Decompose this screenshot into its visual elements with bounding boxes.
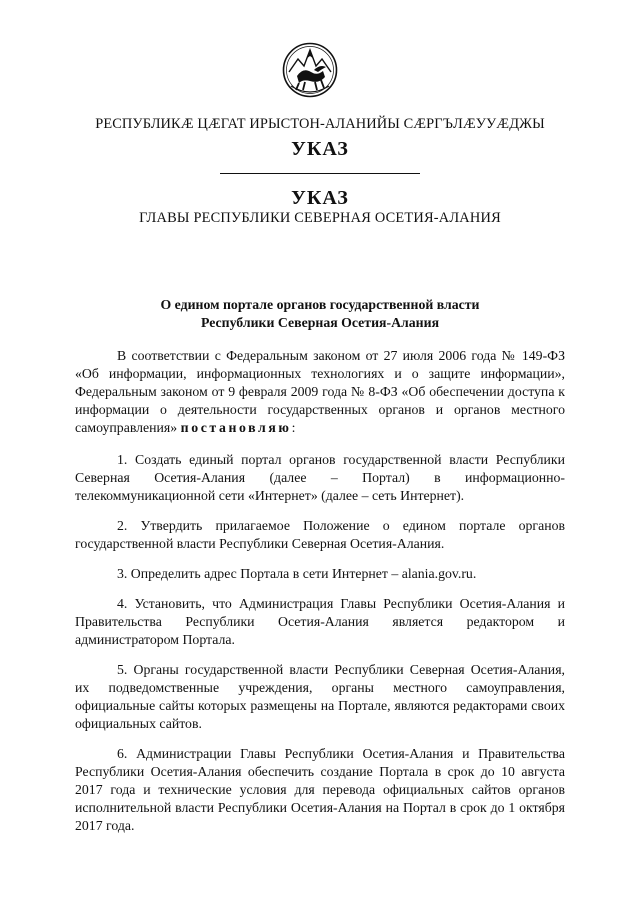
decree-subject xyxy=(0,296,640,332)
republic-emblem-icon xyxy=(281,42,339,98)
ossetian-header-title: РЕСПУБЛИКӔ ЦӔГАТ ИРЫСТОН-АЛАНИЙЫ СӔРГЪЛӔУУӔДЖЫ xyxy=(95,116,545,132)
decree-subject-line-1: О едином портале органов государственной власти xyxy=(160,297,480,312)
item-1: 1. Создать единый портал органов государственной власти Республики Северная Осетия-Алания (далее – Портал) в информационно-телекоммуникационной сети «Интернет» (далее – сеть Интернет). xyxy=(75,452,565,503)
russian-header-title: ГЛАВЫ РЕСПУБЛИКИ СЕВЕРНАЯ ОСЕТИЯ-АЛАНИЯ xyxy=(139,210,501,226)
item-4: 4. Установить, что Администрация Главы Республики Осетия-Алания и Правительства Республики Осетия-Алания является редактором и администратором Портала. xyxy=(75,596,565,647)
ukaz-heading-top: УКАЗ xyxy=(291,138,349,160)
decree-word: постановляю xyxy=(180,420,292,435)
ukaz-heading-main: УКАЗ xyxy=(291,187,349,209)
decree-subject-line-2: Республики Северная Осетия-Алания xyxy=(200,315,440,330)
intro-text: В соответствии с Федеральным законом от 27 июля 2006 года № 149-ФЗ «Об информации, информационных технологиях и о защите информации», Федеральным законом от 9 февраля 2009 года № 8-ФЗ «Об обеспечении доступа к информации о деятельности государственных органов и органов местного самоуправления» xyxy=(75,348,565,435)
intro-paragraph xyxy=(75,347,565,437)
item-5: 5. Органы государственной власти Республики Северная Осетия-Алания, их подведомственные учреждения, органы местного самоуправления, официальные сайты которых размещены на Портале, являются редакторами своих официальных сайтов. xyxy=(75,662,565,731)
item-6: 6. Администрации Главы Республики Осетия-Алания и Правительства Республики Осетия-Алания обеспечить создание Портала в срок до 10 августа 2017 года и технические условия для перевода официальных сайтов органов исполнительной власти Республики Осетия-Алания на Портал в срок до 1 октября 2017 года. xyxy=(75,746,565,833)
item-3: 3. Определить адрес Портала в сети Интернет – alania.gov.ru. xyxy=(117,566,477,581)
intro-tail: : xyxy=(291,420,296,435)
header-divider xyxy=(220,173,420,174)
decree-body xyxy=(75,347,565,847)
item-2: 2. Утвердить прилагаемое Положение о едином портале органов государственной власти Республики Северная Осетия-Алания. xyxy=(75,518,565,551)
